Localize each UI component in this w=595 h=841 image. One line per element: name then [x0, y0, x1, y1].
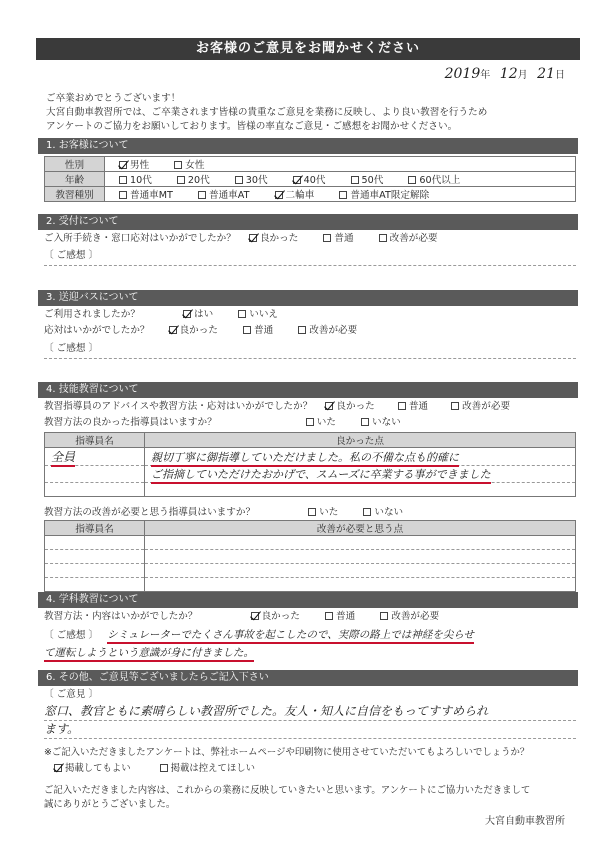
- course-at-release-checkbox[interactable]: [339, 191, 347, 199]
- course-label: 教習種別: [45, 187, 105, 202]
- table-row: [45, 448, 576, 466]
- reception-good-checkbox[interactable]: [249, 234, 257, 242]
- section-header-bus: 3. 送迎バスについて: [38, 290, 578, 306]
- classroom-comment-line-2: て運転しようという意識が身に付きました。: [44, 647, 254, 662]
- other-comment-line-a: [44, 720, 576, 721]
- gender-label: 性別: [45, 157, 105, 172]
- skill-q2-row: 教習方法の良かった指導員はいますか？ いた いない: [44, 417, 401, 428]
- age-label: 年齢: [45, 172, 105, 187]
- col-instructor-name: 指導員名: [45, 433, 145, 448]
- date-month: 12: [499, 66, 518, 82]
- skill-improve-instructor-no-checkbox[interactable]: [363, 508, 371, 516]
- table-row: [45, 550, 576, 564]
- good-point-line-2: ご指摘していただけたおかげで、スムーズに卒業する事ができました: [151, 468, 491, 484]
- age-50s-checkbox[interactable]: [351, 176, 359, 184]
- bus-service-row: 応対はいかがでしたか？ 良かった 普通 改善が必要: [44, 325, 358, 336]
- consent-question: ※ご記入いただきましたアンケートは、弊社ホームページや印刷物に使用させていただいてもよろしいでしょうか？: [44, 747, 530, 758]
- section-header-classroom: 4. 学科教習について: [38, 592, 578, 608]
- classroom-comment-line-1: シミュレーターでたくさん事故を起こしたので、実際の路上では神経を尖らせ: [107, 629, 474, 644]
- other-comment-line-1: 窓口、教官ともに素晴らしい教習所でした。友人・知人に自信をもってすすめられ: [44, 704, 489, 718]
- other-comment-line-b: [44, 738, 576, 739]
- bus-good-checkbox[interactable]: [169, 326, 177, 334]
- classroom-good-checkbox[interactable]: [251, 612, 259, 620]
- bus-normal-checkbox[interactable]: [243, 326, 251, 334]
- good-point-line-1: 親切丁寧に御指導していただけました。私の不備な点も的確に: [151, 451, 459, 467]
- customer-info-table: 性別 男性 女性 年齢 10代 20代 30代 40代 50代 60代以上 教習種別 普通車MT 普通車AT 二輪車 普通車AT限定解除: [44, 156, 576, 202]
- improve-instructor-table: [44, 520, 576, 592]
- other-comment-row-2: [44, 722, 79, 738]
- classroom-improve-checkbox[interactable]: [380, 612, 388, 620]
- intro-text: ご卒業おめでとうございます！ 大宮自動車教習所では、ご卒業されます皆様の貴重なご意見を業務に反映し、より良い教習を行うため アンケートのご協力をお願いしております。皆様の率直なご意見・ご感想をお聞かせください。: [46, 93, 488, 132]
- reception-question-row: ご入所手続き・窓口応対はいかがでしたか？ 良かった 普通 改善が必要: [44, 233, 438, 244]
- date: 2019年 12月 21日: [444, 66, 565, 82]
- other-comment-line-2: ます。: [44, 722, 80, 736]
- company-name: 大宮自動車教習所: [485, 816, 565, 827]
- reception-comment-label: 〔 ご感想 〕: [44, 250, 99, 261]
- classroom-normal-checkbox[interactable]: [325, 612, 333, 620]
- section-header-skill: 4. 技能教習について: [38, 382, 578, 398]
- classroom-question-row: 教習方法・内容はいかがでしたか？ 良かった 普通 改善が必要: [44, 611, 440, 622]
- reception-comment-line: [44, 265, 576, 266]
- page-title: お客様のご意見をお聞かせください: [36, 38, 580, 60]
- consent-options-row: 掲載してもよい 掲載は控えてほしい: [44, 762, 255, 776]
- skill-good-instructor-no-checkbox[interactable]: [361, 418, 369, 426]
- age-10s-checkbox[interactable]: [119, 176, 127, 184]
- classroom-comment-row: [44, 628, 474, 643]
- course-mt-checkbox[interactable]: [119, 191, 127, 199]
- course-motorcycle-checkbox[interactable]: [275, 191, 283, 199]
- age-30s-checkbox[interactable]: [235, 176, 243, 184]
- skill-good-instructor-yes-checkbox[interactable]: [306, 418, 314, 426]
- skill-q1-row: 教習指導員のアドバイスや教習方法・応対はいかがでしたか？ 良かった 普通 改善が必要: [44, 401, 511, 412]
- table-row: [45, 564, 576, 578]
- col-instructor-name-2: 指導員名: [45, 521, 145, 536]
- bus-use-row: ご利用されましたか？ はい いいえ: [44, 309, 279, 320]
- skill-q3-row: 教習方法の改善が必要と思う指導員はいますか？ いた いない: [44, 507, 404, 518]
- reception-normal-checkbox[interactable]: [323, 234, 331, 242]
- col-improve-points: 改善が必要と思う点: [145, 521, 576, 536]
- bus-comment-label: 〔 ご感想 〕: [44, 343, 99, 354]
- closing-text: ご記入いただきました内容は、これからの業務に反映していきたいと思います。アンケートにご協力いただきまして 誠にありがとうございました。: [44, 785, 531, 810]
- age-60s-checkbox[interactable]: [408, 176, 416, 184]
- date-day: 21: [537, 66, 555, 82]
- table-row: [45, 578, 576, 592]
- consent-allow-checkbox[interactable]: [54, 764, 62, 772]
- bus-improve-checkbox[interactable]: [298, 326, 306, 334]
- bus-comment-line: [44, 358, 576, 359]
- table-row: [45, 536, 576, 550]
- skill-improve-checkbox[interactable]: [451, 402, 459, 410]
- table-row: [45, 483, 576, 497]
- skill-improve-instructor-yes-checkbox[interactable]: [308, 508, 316, 516]
- classroom-comment-label: 〔 ご感想 〕: [44, 630, 99, 641]
- good-instructor-table: [44, 432, 576, 497]
- course-at-checkbox[interactable]: [198, 191, 206, 199]
- classroom-comment-row-2: [44, 646, 254, 661]
- col-good-points: 良かった点: [145, 433, 576, 448]
- date-year: 2019: [444, 66, 481, 82]
- section-header-other: 6. その他、ご意見等ございましたらご記入下さい: [38, 670, 578, 686]
- skill-normal-checkbox[interactable]: [398, 402, 406, 410]
- bus-yes-checkbox[interactable]: [183, 310, 191, 318]
- gender-male-checkbox[interactable]: [119, 161, 127, 169]
- section-header-customer: 1. お客様について: [38, 138, 578, 154]
- other-comment-label: 〔 ご意見 〕: [44, 689, 99, 700]
- age-20s-checkbox[interactable]: [177, 176, 185, 184]
- instructor-name-value: 全員: [51, 450, 75, 467]
- section-header-reception: 2. 受付について: [38, 214, 578, 230]
- gender-female-checkbox[interactable]: [174, 161, 182, 169]
- other-comment-row-1: [44, 704, 488, 720]
- age-40s-checkbox[interactable]: [293, 176, 301, 184]
- table-row: [45, 466, 576, 483]
- bus-no-checkbox[interactable]: [238, 310, 246, 318]
- skill-good-checkbox[interactable]: [325, 402, 333, 410]
- reception-improve-checkbox[interactable]: [379, 234, 387, 242]
- consent-decline-checkbox[interactable]: [160, 764, 168, 772]
